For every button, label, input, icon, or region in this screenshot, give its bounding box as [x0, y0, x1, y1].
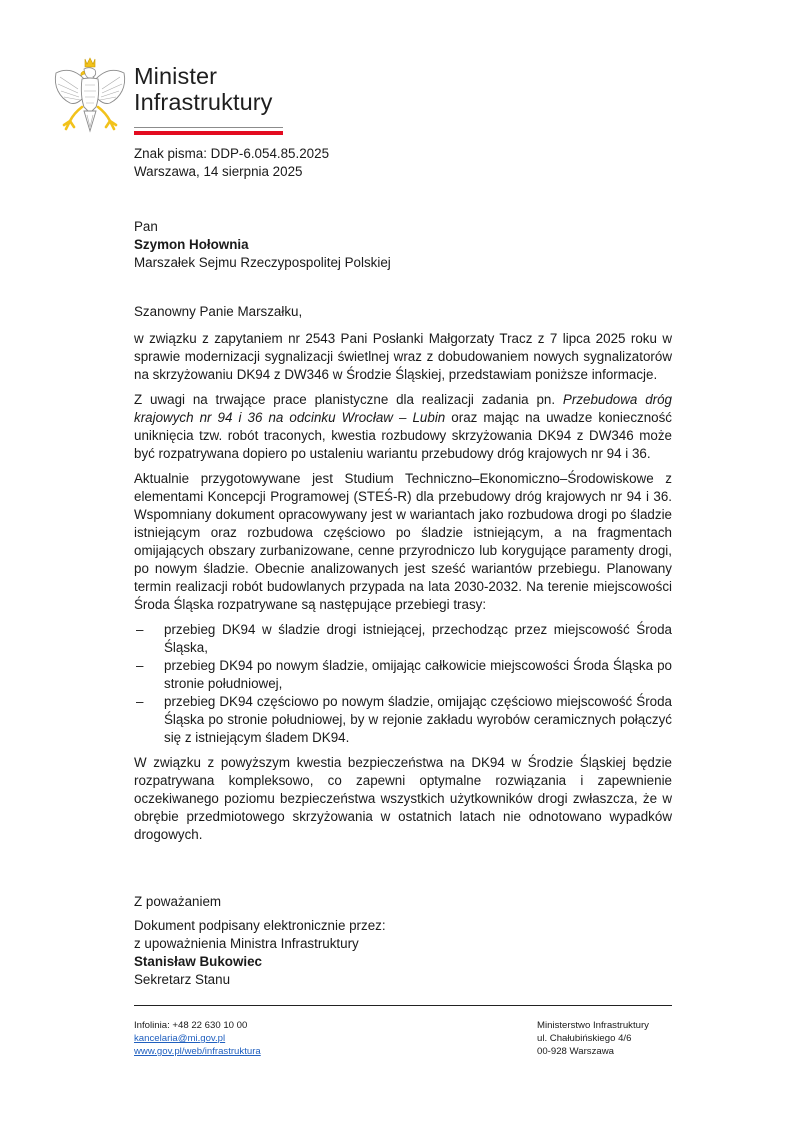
hotline: Infolinia: +48 22 630 10 00: [134, 1020, 248, 1031]
list-item: – przebieg DK94 częściowo po nowym śladzie, omijając częściowo miejscowość Środa Śląska po stronie południowej, by w rejonie zakładu wyrobów ceramicznych połączyć się z istniejącym śladem DK94.: [136, 694, 672, 745]
list-item: – przebieg DK94 po nowym śladzie, omijając całkowicie miejscowości Środa Śląska po stronie południowej,: [136, 658, 672, 691]
signatory-role: Sekretarz Stanu: [134, 972, 231, 987]
signature-line-1: Dokument podpisany elektronicznie przez:: [134, 918, 386, 933]
ministry-brand: [134, 63, 273, 115]
addressee-name: Szymon Hołownia: [134, 237, 249, 252]
closing: Z poważaniem: [134, 894, 222, 909]
letter-body: [134, 330, 672, 851]
header-red-rule: [134, 131, 283, 135]
website-link[interactable]: www.gov.pl/web/infrastruktura: [134, 1046, 261, 1057]
street: ul. Chałubińskiego 4/6: [537, 1033, 632, 1044]
header-grey-rule: [134, 127, 283, 128]
letter-meta: [134, 145, 329, 181]
brand-line-2: Infrastruktury: [134, 89, 273, 115]
paragraph-2: [134, 391, 672, 463]
paragraph-1: w związku z zapytaniem nr 2543 Pani Posłanki Małgorzaty Tracz z 7 lipca 2025 roku w sprawie modernizacji sygnalizacji świetlnej wraz z dobudowaniem nowych sygnalizatorów na skrzyżowaniu DK94 z DW346 w Środzie Śląskiej, przedstawiam poniższe informacje.: [134, 331, 672, 382]
place-date: Warszawa, 14 sierpnia 2025: [134, 164, 303, 179]
paragraph-3: Aktualnie przygotowywane jest Studium Techniczno–Ekonomiczno–Środowiskowe z elementami Koncepcji Programowej (STEŚ-R) dla przebudowy dróg krajowych nr 94 i 36. Wspomniany dokument opracowywany jest w wariantach jako rozbudowa drogi po śladzie istniejącym oraz rozbudowa częściowo po śladzie istniejącym, a na fragmentach omijających obszary zurbanizowane, cenne przyrodniczo lub korygujące paramenty drogi, po nowym śladzie. Obecnie analizowanych jest sześć wariantów przebiegu. Planowany termin realizacji robót budowlanych przypada na lata 2030-2032. Na terenie miejscowości Środa Śląska rozpatrywane są następujące przebiegi trasy:: [134, 471, 672, 612]
dash-bullet-icon: –: [136, 622, 144, 637]
list-item: – przebieg DK94 w śladzie drogi istniejącej, przechodząc przez miejscowość Środa Śląska,: [136, 622, 672, 655]
addressee-block: [134, 218, 391, 272]
paragraph-2-start: Z uwagi na trwające prace planistyczne dla realizacji zadania pn.: [134, 392, 563, 407]
addressee-position: Marszałek Sejmu Rzeczypospolitej Polskiej: [134, 255, 391, 270]
salutation: Szanowny Panie Marszałku,: [134, 304, 303, 319]
signature-block: [134, 917, 386, 989]
dash-bullet-icon: –: [136, 658, 144, 673]
route-variants-list: [134, 621, 672, 747]
dash-bullet-icon: –: [136, 694, 144, 709]
org-name: Ministerstwo Infrastruktury: [537, 1020, 649, 1031]
footer-contact: [134, 1019, 261, 1058]
city: 00-928 Warszawa: [537, 1046, 614, 1057]
brand-line-1: Minister: [134, 63, 218, 89]
footer-address: [537, 1019, 649, 1058]
paragraph-4: W związku z powyższym kwestia bezpieczeństwa na DK94 w Środzie Śląskiej będzie rozpatrywana kompleksowo, co zapewni optymalne rozwiązania i zapewnienie oczekiwanego poziomu bezpieczeństwa wszystkich użytkowników drogi zwłaszcza, że w obrębie przedmiotowego skrzyżowania w ostatnich latach nie odnotowano wypadków drogowych.: [134, 755, 672, 842]
paragraph-2-end: oraz mając na uwadze konieczność uniknięcia tzw. robót traconych, kwestia rozbudowy skrzyżowania DK94 z DW346 może być rozpatrywana dopiero po ustaleniu wariantu przebudowy dróg krajowych nr 94 i 36.: [134, 410, 673, 461]
task-name: Przebudowa dróg krajowych nr 94 i 36 na odcinku Wrocław – Lubin: [134, 392, 672, 425]
footer-rule: [134, 1005, 672, 1006]
polish-eagle-emblem-icon: [52, 55, 128, 137]
reference-number: Znak pisma: DDP-6.054.85.2025: [134, 146, 330, 161]
email-link[interactable]: kancelaria@mi.gov.pl: [134, 1033, 226, 1044]
signature-line-2: z upoważnienia Ministra Infrastruktury: [134, 936, 359, 951]
signatory-name: Stanisław Bukowiec: [134, 954, 262, 969]
addressee-title: Pan: [134, 219, 158, 234]
